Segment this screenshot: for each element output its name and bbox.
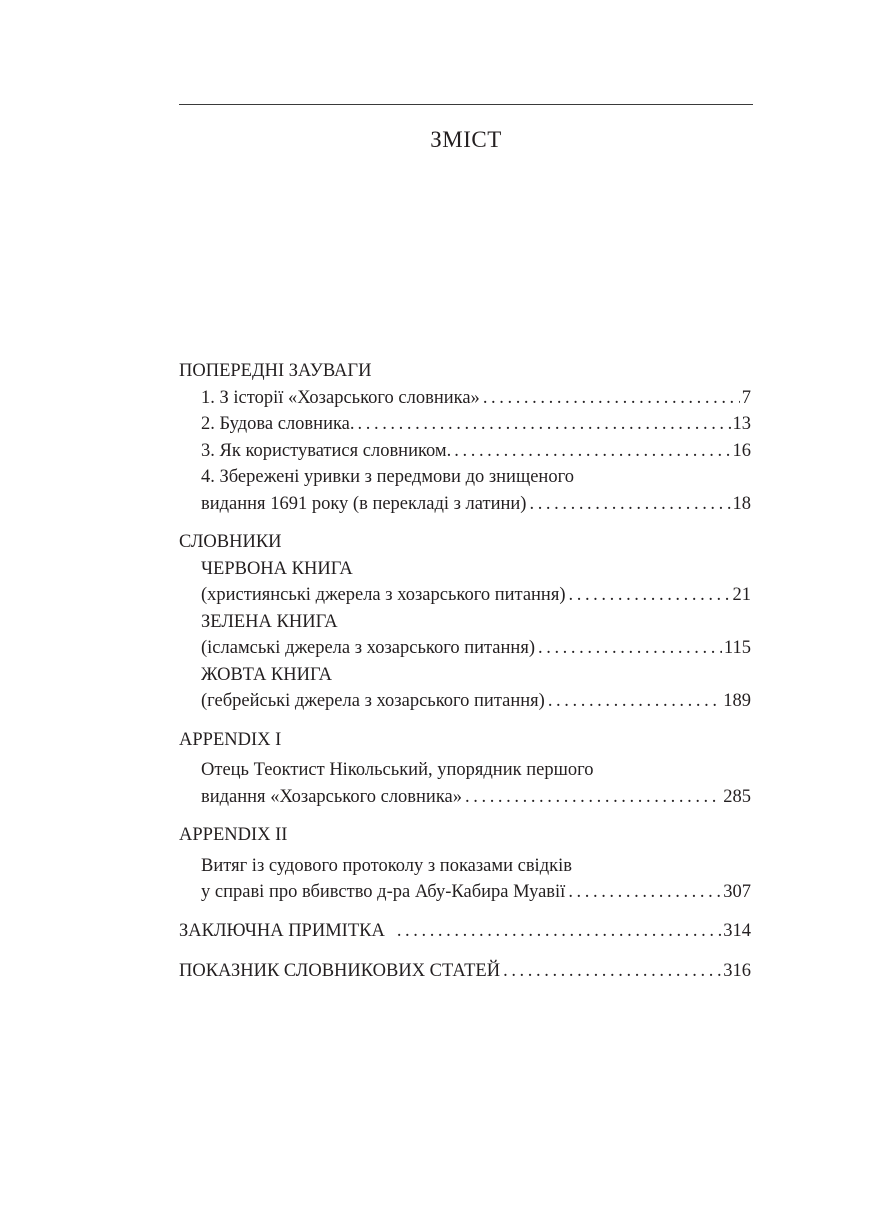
entry-title-line-1: 4. Збережені уривки з передмови до знищеного (201, 467, 574, 487)
page-number: 189 (723, 691, 751, 711)
page-number: 7 (741, 387, 751, 408)
entry-title: ЗАКЛЮЧНА ПРИМІТКА (179, 920, 385, 941)
entry-title-line-2: у справі про вбивство д-ра Абу-Кабира Муавії (201, 882, 566, 902)
table-of-contents (179, 358, 751, 985)
dot-leader (483, 385, 740, 412)
toc-entry[interactable] (179, 464, 751, 517)
entry-title: 2. Будова словника. (201, 414, 355, 434)
page-title: ЗМІСТ (430, 127, 502, 152)
page-number: 115 (723, 638, 751, 658)
dot-leader (503, 958, 721, 985)
entry-title-line-2: видання 1691 року (в перекладі з латини) (201, 493, 527, 514)
toc-entry[interactable] (179, 438, 751, 465)
book-subtitle: (християнські джерела з хозарського питання) (201, 585, 566, 605)
entry-title: ПОКАЗНИК СЛОВНИКОВИХ СТАТЕЙ (179, 961, 501, 981)
entry-title-line-2: видання «Хозарського словника» (201, 786, 463, 807)
book-title: ЗЕЛЕНА КНИГА (201, 611, 338, 632)
toc-entry[interactable] (179, 853, 751, 906)
section-heading: APPENDIX I (179, 729, 282, 750)
dot-leader (397, 918, 721, 945)
toc-entry[interactable] (179, 757, 751, 810)
book-title: ЖОВТА КНИГА (201, 664, 333, 685)
dot-leader (358, 411, 731, 438)
toc-entry[interactable] (179, 411, 751, 438)
entry-title: 3. Як користуватися словником. (201, 440, 452, 461)
page-number: 285 (723, 786, 751, 807)
page-number: 307 (723, 882, 751, 902)
dot-leader (568, 879, 721, 906)
page-number: 18 (732, 493, 751, 514)
toc-entry-yellow-book[interactable] (179, 662, 751, 715)
toc-section-preface (179, 358, 751, 517)
toc-section-dictionaries (179, 529, 751, 715)
page-number: 21 (732, 585, 751, 605)
toc-entry[interactable] (179, 385, 751, 412)
page-number: 13 (732, 414, 751, 434)
dot-leader (538, 635, 722, 662)
page-number: 316 (723, 961, 751, 981)
book-subtitle: (ісламські джерела з хозарського питання) (201, 638, 535, 658)
toc-entry-closing-note[interactable] (179, 918, 751, 945)
toc-entry-red-book[interactable] (179, 556, 751, 609)
toc-entry-index[interactable] (179, 958, 751, 985)
entry-title: 1. З історії «Хозарського словника» (201, 387, 480, 408)
page-number: 16 (732, 440, 751, 461)
toc-section-appendix-2 (179, 822, 751, 906)
page-number: 314 (723, 920, 751, 941)
dot-leader (465, 784, 721, 811)
book-title: ЧЕРВОНА КНИГА (201, 558, 353, 579)
dot-leader (569, 582, 731, 609)
top-rule (179, 104, 753, 105)
entry-title-line-1: Витяг із судового протоколу з показами свідків (201, 855, 572, 876)
toc-entry-green-book[interactable] (179, 609, 751, 662)
section-heading: СЛОВНИКИ (179, 532, 282, 552)
dot-leader (548, 688, 721, 715)
book-subtitle: (гебрейські джерела з хозарського питання) (201, 691, 545, 711)
dot-leader (529, 491, 730, 518)
entry-title-line-1: Отець Теоктист Нікольський, упорядник першого (201, 760, 594, 780)
dot-leader (454, 438, 730, 465)
section-heading: ПОПЕРЕДНІ ЗАУВАГИ (179, 361, 372, 381)
toc-section-appendix-1 (179, 727, 751, 811)
section-heading: APPENDIX II (179, 825, 288, 845)
